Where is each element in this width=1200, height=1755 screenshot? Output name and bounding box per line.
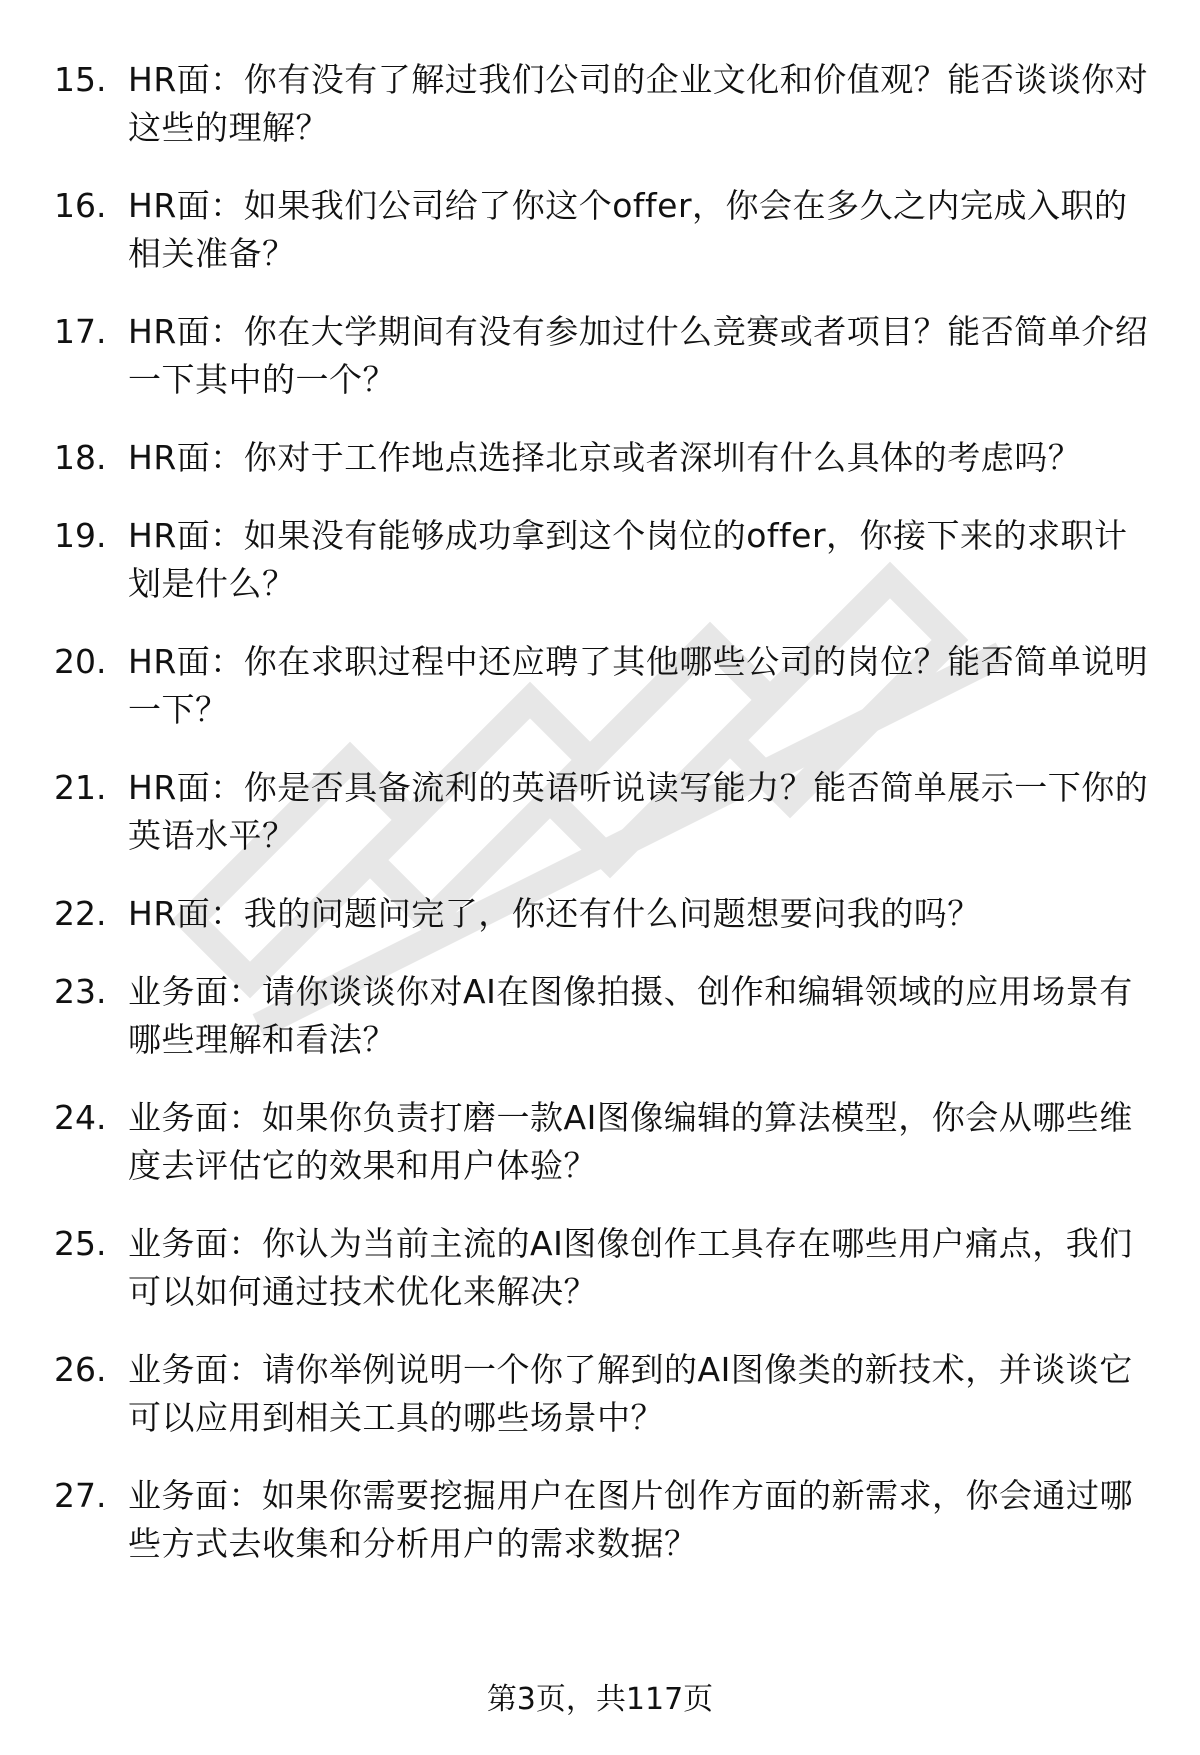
question-list [0, 56, 1200, 1598]
question-number: 22. [54, 894, 107, 933]
question-text: HR面：你是否具备流利的英语听说读写能力？能否简单展示一下你的英语水平？ [128, 768, 1149, 855]
question-text: 业务面：请你举例说明一个你了解到的AI图像类的新技术，并谈谈它可以应用到相关工具的哪些场景中？ [128, 1350, 1133, 1437]
question-number: 19. [54, 516, 107, 555]
question-text: HR面：我的问题问完了，你还有什么问题想要问我的吗？ [128, 894, 981, 933]
question-item [0, 638, 1200, 734]
question-item [0, 1094, 1200, 1190]
question-number: 21. [54, 768, 107, 807]
question-text: 业务面：你认为当前主流的AI图像创作工具存在哪些用户痛点，我们可以如何通过技术优化来解决？ [128, 1224, 1133, 1311]
question-item [0, 1220, 1200, 1316]
question-number: 26. [54, 1350, 107, 1389]
question-item [0, 308, 1200, 404]
question-text: HR面：如果我们公司给了你这个offer，你会在多久之内完成入职的相关准备？ [128, 186, 1128, 273]
question-number: 15. [54, 60, 107, 99]
question-number: 23. [54, 972, 107, 1011]
question-number: 25. [54, 1224, 107, 1263]
question-item [0, 56, 1200, 152]
question-item [0, 1472, 1200, 1568]
question-item [0, 434, 1200, 482]
question-text: HR面：你在求职过程中还应聘了其他哪些公司的岗位？能否简单说明一下？ [128, 642, 1149, 729]
question-text: HR面：你有没有了解过我们公司的企业文化和价值观？能否谈谈你对这些的理解？ [128, 60, 1149, 147]
question-number: 20. [54, 642, 107, 681]
question-text: HR面：你对于工作地点选择北京或者深圳有什么具体的考虑吗？ [128, 438, 1082, 477]
page-number-label: 第3页，共117页 [486, 1682, 714, 1717]
question-item [0, 890, 1200, 938]
question-text: HR面：如果没有能够成功拿到这个岗位的offer，你接下来的求职计划是什么？ [128, 516, 1128, 603]
question-number: 27. [54, 1476, 107, 1515]
question-item [0, 764, 1200, 860]
question-item [0, 182, 1200, 278]
question-item [0, 968, 1200, 1064]
question-number: 17. [54, 312, 107, 351]
question-number: 24. [54, 1098, 107, 1137]
question-text: 业务面：如果你负责打磨一款AI图像编辑的算法模型，你会从哪些维度去评估它的效果和用户体验？ [128, 1098, 1133, 1185]
question-text: 业务面：请你谈谈你对AI在图像拍摄、创作和编辑领域的应用场景有哪些理解和看法？ [128, 972, 1133, 1059]
question-number: 16. [54, 186, 107, 225]
question-number: 18. [54, 438, 107, 477]
question-text: HR面：你在大学期间有没有参加过什么竞赛或者项目？能否简单介绍一下其中的一个？ [128, 312, 1149, 399]
question-item [0, 1346, 1200, 1442]
question-text: 业务面：如果你需要挖掘用户在图片创作方面的新需求，你会通过哪些方式去收集和分析用户的需求数据？ [128, 1476, 1133, 1563]
question-item [0, 512, 1200, 608]
page-footer [0, 1680, 1200, 1720]
